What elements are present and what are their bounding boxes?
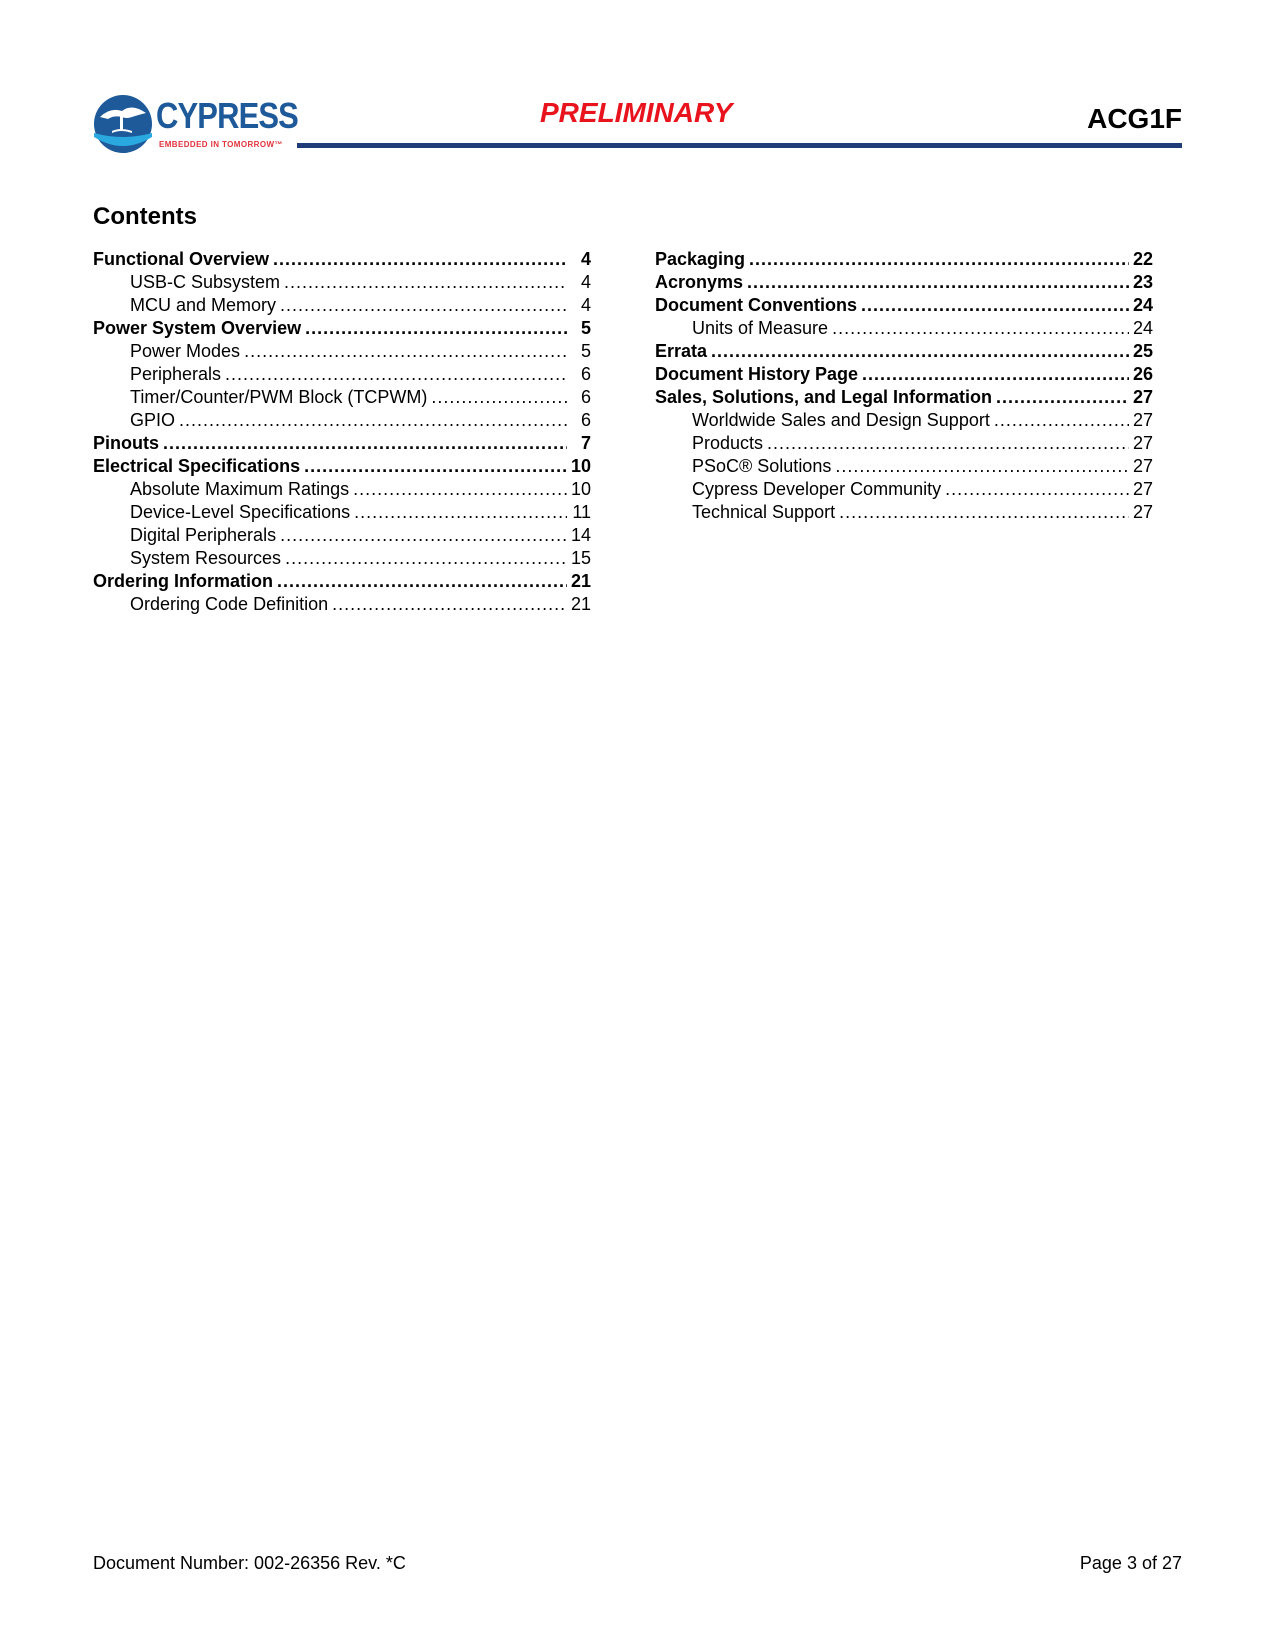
toc-leader-dots — [277, 570, 567, 593]
toc-leader-dots — [225, 363, 567, 386]
toc-leader-dots — [862, 363, 1129, 386]
toc-entry[interactable] — [655, 432, 1153, 455]
toc-entry-title: Pinouts — [93, 433, 159, 453]
toc-entry[interactable] — [655, 271, 1153, 294]
logo-tagline: EMBEDDED IN TOMORROW™ — [159, 140, 283, 149]
toc-entry-title: Power Modes — [130, 341, 241, 361]
toc-entry-title: MCU and Memory — [130, 295, 277, 315]
toc-leader-dots — [767, 432, 1129, 455]
toc-entry[interactable] — [93, 363, 591, 386]
toc-entry-title: Document Conventions — [655, 295, 858, 315]
toc-entry[interactable] — [93, 478, 591, 501]
toc-entry[interactable] — [93, 317, 591, 340]
toc-entry-page: 22 — [1132, 249, 1153, 269]
toc-entry[interactable] — [93, 501, 591, 524]
toc-entry[interactable] — [93, 294, 591, 317]
toc-entry-page: 26 — [1132, 364, 1153, 384]
toc-leader-dots — [945, 478, 1129, 501]
toc-entry-title: Packaging — [655, 249, 746, 269]
toc-entry-page: 6 — [580, 387, 591, 407]
toc-entry[interactable] — [655, 409, 1153, 432]
toc-leader-dots — [431, 386, 567, 409]
toc-entry[interactable] — [655, 317, 1153, 340]
toc-entry-title: Technical Support — [692, 502, 836, 522]
toc-entry-title: Acronyms — [655, 272, 744, 292]
toc-entry-title: System Resources — [130, 548, 282, 568]
toc-entry-title: Worldwide Sales and Design Support — [692, 410, 990, 430]
toc-entry-title: Errata — [655, 341, 708, 361]
toc-entry[interactable] — [93, 271, 591, 294]
toc-entry-page: 27 — [1132, 479, 1153, 499]
toc-entry-title: USB-C Subsystem — [130, 272, 281, 292]
toc-entry-title: Electrical Specifications — [93, 456, 301, 476]
toc-entry[interactable] — [655, 340, 1153, 363]
toc-leader-dots — [839, 501, 1129, 524]
toc-leader-dots — [861, 294, 1129, 317]
toc-leader-dots — [280, 294, 567, 317]
toc-entry[interactable] — [655, 294, 1153, 317]
globe-tree-icon — [92, 93, 154, 155]
toc-leader-dots — [749, 248, 1129, 271]
toc-entry-title: Sales, Solutions, and Legal Information — [655, 387, 993, 407]
toc-entry-title: Functional Overview — [93, 249, 270, 269]
toc-right-column — [655, 248, 1153, 524]
toc-entry-title: Power System Overview — [93, 318, 302, 338]
toc-entry-page: 14 — [570, 525, 591, 545]
toc-leader-dots — [284, 271, 567, 294]
toc-leader-dots — [244, 340, 567, 363]
toc-leader-dots — [273, 248, 567, 271]
toc-entry-page: 6 — [580, 410, 591, 430]
toc-entry-page: 4 — [580, 272, 591, 292]
toc-entry[interactable] — [93, 570, 591, 593]
toc-entry-page: 4 — [580, 295, 591, 315]
toc-entry-title: Timer/Counter/PWM Block (TCPWM) — [130, 387, 428, 407]
toc-entry-page: 27 — [1132, 456, 1153, 476]
toc-entry-page: 25 — [1132, 341, 1153, 361]
toc-entry[interactable] — [93, 340, 591, 363]
logo-wordmark: CYPRESS — [156, 95, 298, 136]
toc-entry[interactable] — [655, 248, 1153, 271]
toc-entry-page: 6 — [580, 364, 591, 384]
toc-leader-dots — [354, 501, 567, 524]
toc-leader-dots — [179, 409, 567, 432]
toc-entry-title: Digital Peripherals — [130, 525, 277, 545]
part-number: ACG1F — [1087, 103, 1182, 134]
toc-entry-page: 11 — [572, 502, 591, 522]
toc-leader-dots — [163, 432, 567, 455]
toc-entry-title: Cypress Developer Community — [692, 479, 942, 499]
toc-left-column — [93, 248, 591, 616]
toc-entry-page: 27 — [1132, 433, 1153, 453]
toc-leader-dots — [280, 524, 567, 547]
toc-entry-page: 15 — [570, 548, 591, 568]
preliminary-label: PRELIMINARY — [540, 97, 733, 128]
toc-entry-page: 24 — [1132, 318, 1153, 338]
page-header — [0, 0, 1275, 160]
contents-heading: Contents — [93, 203, 197, 230]
toc-entry-page: 7 — [580, 433, 591, 453]
toc-leader-dots — [994, 409, 1129, 432]
toc-entry[interactable] — [93, 593, 591, 616]
toc-entry-page: 5 — [580, 341, 591, 361]
toc-entry-page: 27 — [1132, 410, 1153, 430]
toc-entry[interactable] — [93, 409, 591, 432]
toc-entry[interactable] — [655, 455, 1153, 478]
toc-entry[interactable] — [655, 478, 1153, 501]
toc-entry[interactable] — [93, 524, 591, 547]
toc-entry-page: 27 — [1132, 502, 1153, 522]
toc-entry[interactable] — [93, 547, 591, 570]
toc-entry-title: Peripherals — [130, 364, 222, 384]
toc-entry-title: Ordering Code Definition — [130, 594, 329, 614]
toc-entry[interactable] — [93, 248, 591, 271]
toc-leader-dots — [835, 455, 1129, 478]
document-number: Document Number: 002-26356 Rev. *C — [93, 1553, 406, 1573]
toc-entry-page: 21 — [570, 571, 591, 591]
toc-leader-dots — [305, 317, 567, 340]
toc-leader-dots — [304, 455, 567, 478]
toc-entry[interactable] — [655, 501, 1153, 524]
toc-entry-page: 23 — [1132, 272, 1153, 292]
toc-entry-page: 10 — [570, 479, 591, 499]
toc-leader-dots — [711, 340, 1129, 363]
toc-leader-dots — [353, 478, 567, 501]
toc-entry-page: 27 — [1132, 387, 1153, 407]
toc-entry[interactable] — [93, 455, 591, 478]
toc-entry-page: 5 — [580, 318, 591, 338]
toc-entry-page: 10 — [570, 456, 591, 476]
toc-entry-title: Products — [692, 433, 764, 453]
toc-leader-dots — [332, 593, 567, 616]
toc-entry-title: Device-Level Specifications — [130, 502, 351, 522]
toc-entry-page: 24 — [1132, 295, 1153, 315]
toc-entry-title: GPIO — [130, 410, 176, 430]
toc-entry[interactable] — [93, 432, 591, 455]
toc-entry[interactable] — [93, 386, 591, 409]
toc-entry-page: 4 — [580, 249, 591, 269]
toc-leader-dots — [285, 547, 567, 570]
toc-entry[interactable] — [655, 386, 1153, 409]
toc-entry-title: Ordering Information — [93, 571, 273, 591]
toc-entry-page: 21 — [570, 594, 591, 614]
toc-entry-title: Units of Measure — [692, 318, 829, 338]
toc-leader-dots — [747, 271, 1129, 294]
toc-entry-title: PSoC® Solutions — [692, 456, 832, 476]
toc-entry-title: Document History Page — [655, 364, 859, 384]
page-number: Page 3 of 27 — [1079, 1553, 1182, 1573]
cypress-logo — [92, 93, 298, 153]
toc-leader-dots — [832, 317, 1129, 340]
toc-leader-dots — [996, 386, 1129, 409]
toc-entry-title: Absolute Maximum Ratings — [130, 479, 350, 499]
header-rule — [297, 143, 1182, 148]
toc-entry[interactable] — [655, 363, 1153, 386]
